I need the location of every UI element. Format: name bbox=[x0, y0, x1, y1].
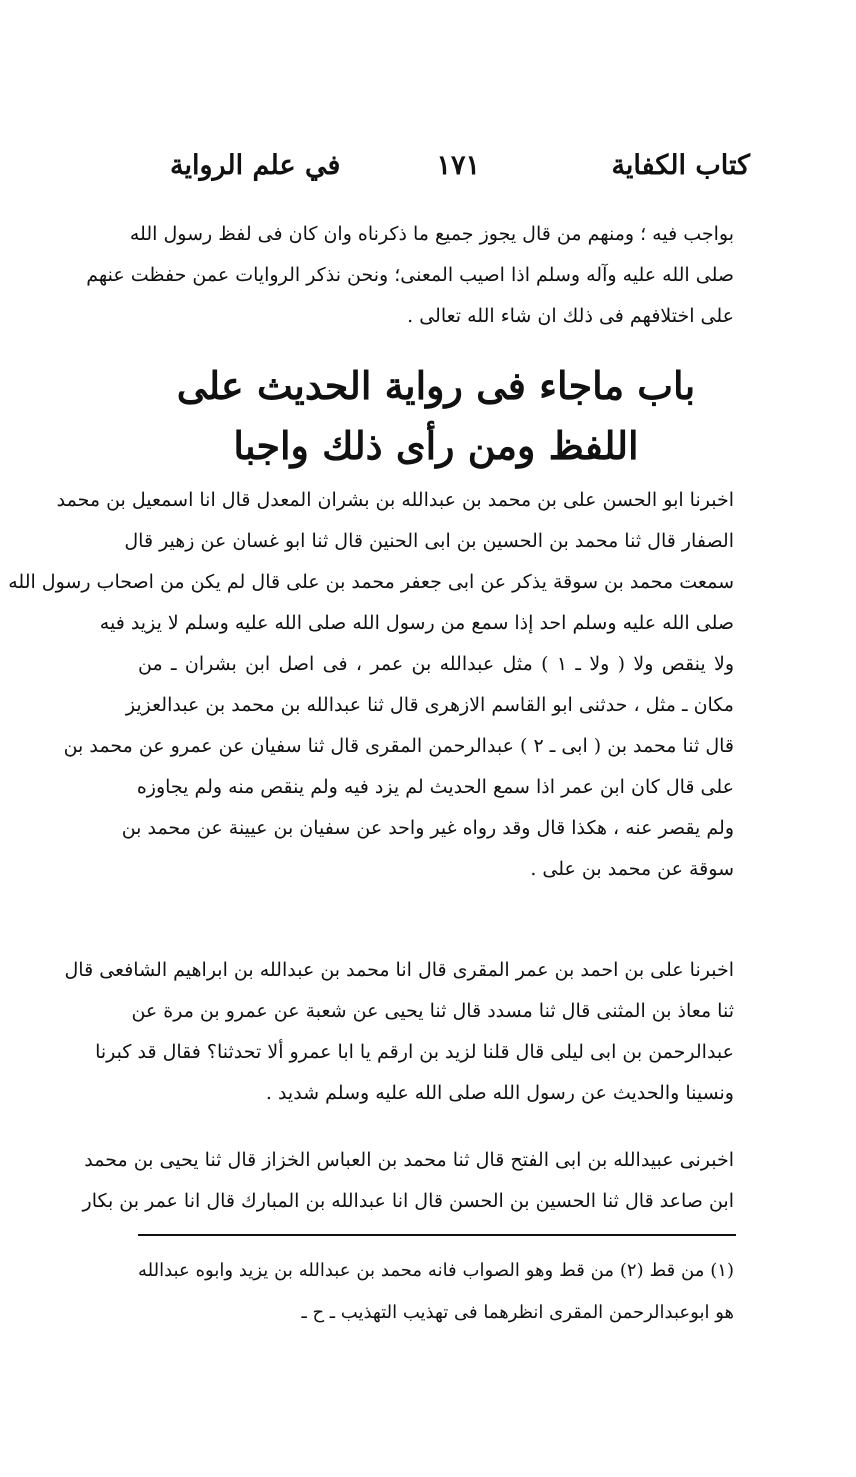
text-line: ونسينا والحديث عن رسول الله صلى الله عليه وسلم شديد . bbox=[265, 1082, 734, 1104]
text-line: ولم يقصر عنه ، هكذا قال وقد رواه غير واحد عن سفيان بن عيينة عن محمد بن bbox=[121, 817, 734, 839]
page-number: ١٧١ bbox=[436, 150, 480, 181]
running-head-book-title: كتاب الكفاية bbox=[611, 150, 750, 181]
footnotes bbox=[138, 1250, 734, 1334]
text-line: بواجب فيه ؛ ومنهم من قال يجوز جميع ما ذكرناه وان كان فى لفظ رسول الله bbox=[129, 223, 734, 245]
chapter-heading bbox=[138, 356, 734, 476]
text-line: مكان ـ مثل ، حدثنى ابو القاسم الازهرى قال ثنا عبدالله بن محمد بن عبدالعزيز bbox=[125, 694, 734, 716]
paragraph-2 bbox=[64, 950, 734, 1114]
text-line: صلى الله عليه وآله وسلم اذا اصيب المعنى؛ ونحن نذكر الروايات عمن حفظت عنهم bbox=[86, 264, 734, 286]
paragraph-3 bbox=[82, 1140, 734, 1222]
text-line: اخبرنا ابو الحسن على بن محمد بن عبدالله بن بشران المعدل قال انا اسمعيل بن محمد bbox=[56, 489, 734, 511]
text-line: الصفار قال ثنا محمد بن الحسين بن ابى الحنين قال ثنا ابو غسان عن زهير قال bbox=[124, 530, 734, 552]
text-line: قال ثنا محمد بن ( ابى ـ ٢ ) عبدالرحمن المقرى قال ثنا سفيان عن عمرو عن محمد بن bbox=[63, 735, 734, 757]
text-line: صلى الله عليه وسلم احد إذا سمع من رسول الله صلى الله عليه وسلم لا يزيد فيه bbox=[99, 612, 734, 634]
running-head bbox=[170, 150, 750, 200]
paragraph-1 bbox=[8, 480, 734, 890]
text-line: سمعت محمد بن سوقة يذكر عن ابى جعفر محمد بن على قال لم يكن من اصحاب رسول الله bbox=[8, 571, 734, 593]
text-line: عبدالرحمن بن ابى ليلى قال قلنا لزيد بن ارقم يا ابا عمرو ألا تحدثنا؟ فقال قد كبرنا bbox=[95, 1041, 734, 1063]
text-line: على قال كان ابن عمر اذا سمع الحديث لم يزد فيه ولم ينقص منه ولم يجاوزه bbox=[136, 776, 734, 798]
text-line: اخبرنى عبيدالله بن ابى الفتح قال ثنا محمد بن العباس الخزاز قال ثنا يحيى بن محمد bbox=[84, 1149, 734, 1171]
text-line: ابن صاعد قال ثنا الحسين بن الحسن قال انا عبدالله بن المبارك قال انا عمر بن بكار bbox=[82, 1190, 734, 1212]
intro-paragraph bbox=[86, 214, 734, 337]
chapter-heading-line: باب ماجاء فى رواية الحديث على bbox=[176, 363, 696, 408]
text-line: ولا ينقص ولا ( ولا ـ ١ ) مثل عبدالله بن عمر ، فى اصل ابن بشران ـ من bbox=[138, 653, 734, 675]
footnote-line: (١) من قط (٢) من قط وهو الصواب فانه محمد بن عبدالله بن يزيد وابوه عبدالله bbox=[138, 1260, 734, 1281]
running-head-subject: في علم الرواية bbox=[170, 150, 341, 181]
text-line: على اختلافهم فى ذلك ان شاء الله تعالى . bbox=[407, 305, 734, 327]
footnote-line: هو ابوعبدالرحمن المقرى انظرهما فى تهذيب التهذيب ـ ح ـ bbox=[301, 1302, 734, 1323]
text-line: سوقة عن محمد بن على . bbox=[530, 858, 734, 880]
chapter-heading-line: اللفظ ومن رأى ذلك واجبا bbox=[233, 423, 639, 468]
text-line: ثنا معاذ بن المثنى قال ثنا مسدد قال ثنا يحيى عن شعبة عن عمرو بن مرة عن bbox=[131, 1000, 734, 1022]
footnote-rule bbox=[138, 1234, 736, 1236]
text-line: اخبرنا على بن احمد بن عمر المقرى قال انا محمد بن عبدالله بن ابراهيم الشافعى قال bbox=[64, 959, 734, 981]
